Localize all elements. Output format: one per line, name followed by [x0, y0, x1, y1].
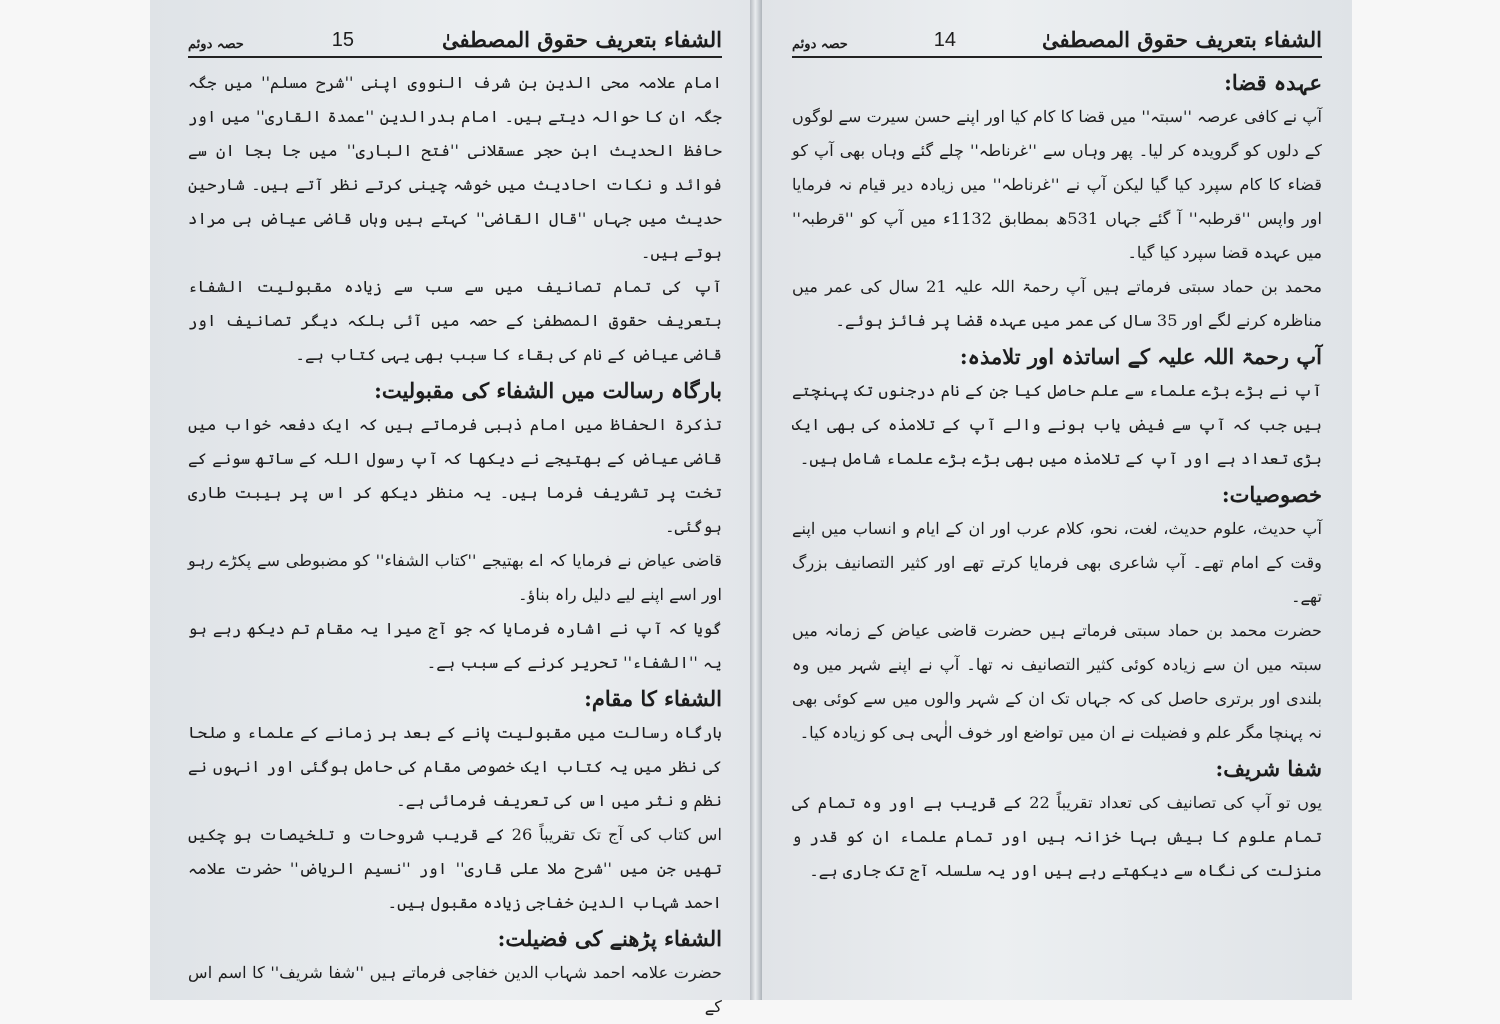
left-volume-label: حصہ دوئم	[188, 37, 244, 52]
book-gutter	[750, 0, 762, 1000]
left-header-title: الشفاء بتعریف حقوق المصطفیٰ	[442, 27, 722, 52]
section-heading: عہدہ قضا:	[1224, 70, 1322, 95]
body-paragraph: گویا کہ آپ نے اشارہ فرمایا کہ جو آج میرا یہ مقام تم دیکھ رہے ہو یہ ''الشفاء'' تحریر کرنے کے سبب ہے۔	[188, 619, 722, 672]
section-heading: الشفاء کا مقام:	[584, 686, 722, 711]
right-running-header	[792, 18, 1322, 58]
section-heading: آپ رحمۃ اللہ علیہ کے اساتذہ اور تلامذہ:	[959, 344, 1322, 369]
body-paragraph: آپ حدیث، علوم حدیث، لغت، نحو، کلام عرب اور ان کے ایام و انساب میں اپنے وقت کے امام تھے۔ آپ شاعری بھی فرمایا کرتے تھے اور کثیر التصانیف بزرگ تھے۔	[792, 519, 1322, 606]
body-paragraph: حضرت علامہ احمد شہاب الدین خفاجی فرماتے ہیں ''شفا شریف'' کا اسم اس کے	[188, 963, 722, 1016]
body-paragraph: آپ کی تمام تصانیف میں سے سب سے زیادہ مقبولیت الشفاء بتعریف حقوق المصطفیٰ کے حصہ میں آئی بلکہ دیگر تصانیف اور قاضی عیاض کے نام کی بقاء کا سبب بھی یہی کتاب ہے۔	[188, 277, 722, 364]
body-paragraph: آپ نے بڑے بڑے علماء سے علم حاصل کیا جن کے نام درجنوں تک پہنچتے ہیں جب کہ آپ سے فیض یاب ہونے والے آپ کے تلامذہ کی بھی ایک بڑی تعداد ہے اور آپ کے تلامذہ میں بھی بڑے بڑے علماء شامل ہیں۔	[792, 381, 1322, 468]
section-heading: الشفاء پڑھنے کی فضیلت:	[497, 926, 722, 951]
body-paragraph: امام علامہ محی الدین بن شرف النووی اپنی ''شرح مسلم'' میں جگہ جگہ ان کا حوالہ دیتے ہیں۔ امام بدرالدین ''عمدۃ القاری'' میں اور حافظ الحدیث ابن حجر عسقلانی ''فتح الباری'' میں جا بجا ان سے فوائد و نکات احادیث میں خوشہ چینی کرتے نظر آتے ہیں۔ شارحین حدیث میں جہاں ''قال القاضی'' کہتے ہیں وہاں قاضی عیاض ہی مراد ہوتے ہیں۔	[188, 73, 722, 262]
right-page-number: 14	[933, 29, 957, 51]
right-page	[762, 0, 1352, 1000]
body-paragraph: آپ نے کافی عرصہ ''سبتہ'' میں قضا کا کام کیا اور اپنے حسن سیرت سے لوگوں کے دلوں کو گرویدہ کر لیا۔ پھر وہاں سے ''غرناطہ'' چلے گئے وہاں بھی آپ کو قضاء کا کام سپرد کیا گیا لیکن آپ نے ''غرناطہ'' میں زیادہ دیر قیام نہ فرمایا اور واپس ''قرطبہ'' آ گئے جہاں 531ھ بمطابق 1132ء میں آپ کو ''قرطبہ'' میں عہدہ قضا سپرد کیا گیا۔	[792, 107, 1322, 262]
body-paragraph: بارگاہ رسالت میں مقبولیت پانے کے بعد ہر زمانے کے علماء و صلحا کی نظر میں یہ کتاب ایک خصوصی مقام کی حامل ہوگئی اور انہوں نے نظم و نثر میں اس کی تعریف فرمائی ہے۔	[188, 723, 722, 810]
left-running-header	[188, 18, 722, 58]
body-paragraph: قاضی عیاض نے فرمایا کہ اے بھتیجے ''کتاب الشفاء'' کو مضبوطی سے پکڑے رہو اور اسے اپنے لیے دلیل راہ بناؤ۔	[188, 551, 722, 604]
section-heading: خصوصیات:	[1221, 482, 1322, 507]
left-page-body	[188, 66, 722, 1024]
body-paragraph: یوں تو آپ کی تصانیف کی تعداد تقریباً 22 کے قریب ہے اور وہ تمام کی تمام علوم کا بیش بہا خزانہ ہیں اور تمام علماء ان کو قدر و منزلت کی نگاہ سے دیکھتے رہے ہیں اور یہ سلسلہ آج تک جاری ہے۔	[792, 793, 1323, 880]
body-paragraph: اس کتاب کی آج تک تقریباً 26 کے قریب شروحات و تلخیصات ہو چکیں تھیں جن میں ''شرح ملا علی قاری'' اور ''نسیم الریاض'' حضرت علامہ احمد شہاب الدین خفاجی زیادہ مقبول ہیں۔	[188, 825, 722, 912]
body-paragraph: حضرت محمد بن حماد سبتی فرماتے ہیں حضرت قاضی عیاض کے زمانہ میں سبتہ میں ان سے زیادہ کوئی کثیر التصانیف نہ تھا۔ آپ نے اپنے شہر میں وہ بلندی اور برتری حاصل کی کہ جہاں تک ان کے شہر والوں میں سے کوئی بھی نہ پہنچا مگر علم و فضیلت نے ان میں تواضع اور خوف الٰہی ہی کو زیادہ کیا۔	[792, 621, 1322, 742]
left-page	[150, 0, 750, 1016]
left-page-number: 15	[331, 29, 355, 51]
section-heading: بارگاہ رسالت میں الشفاء کی مقبولیت:	[374, 378, 722, 403]
section-heading: شفا شریف:	[1215, 756, 1322, 781]
right-page-body	[792, 66, 1322, 888]
right-volume-label: حصہ دوئم	[792, 37, 848, 52]
right-header-title: الشفاء بتعریف حقوق المصطفیٰ	[1042, 27, 1322, 52]
body-paragraph: تذکرۃ الحفاظ میں امام ذہبی فرماتے ہیں کہ ایک دفعہ خواب میں قاضی عیاض کے بھتیجے نے دیکھا کہ آپ رسول اللہ کے ساتھ سونے کے تخت پر تشریف فرما ہیں۔ یہ منظر دیکھ کر اس پر ہیبت طاری ہوگئی۔	[188, 415, 722, 536]
body-paragraph: محمد بن حماد سبتی فرماتے ہیں آپ رحمۃ اللہ علیہ 21 سال کی عمر میں مناظرہ کرنے لگے اور 35 سال کی عمر میں عہدہ قضا پر فائز ہوئے۔	[792, 277, 1322, 330]
